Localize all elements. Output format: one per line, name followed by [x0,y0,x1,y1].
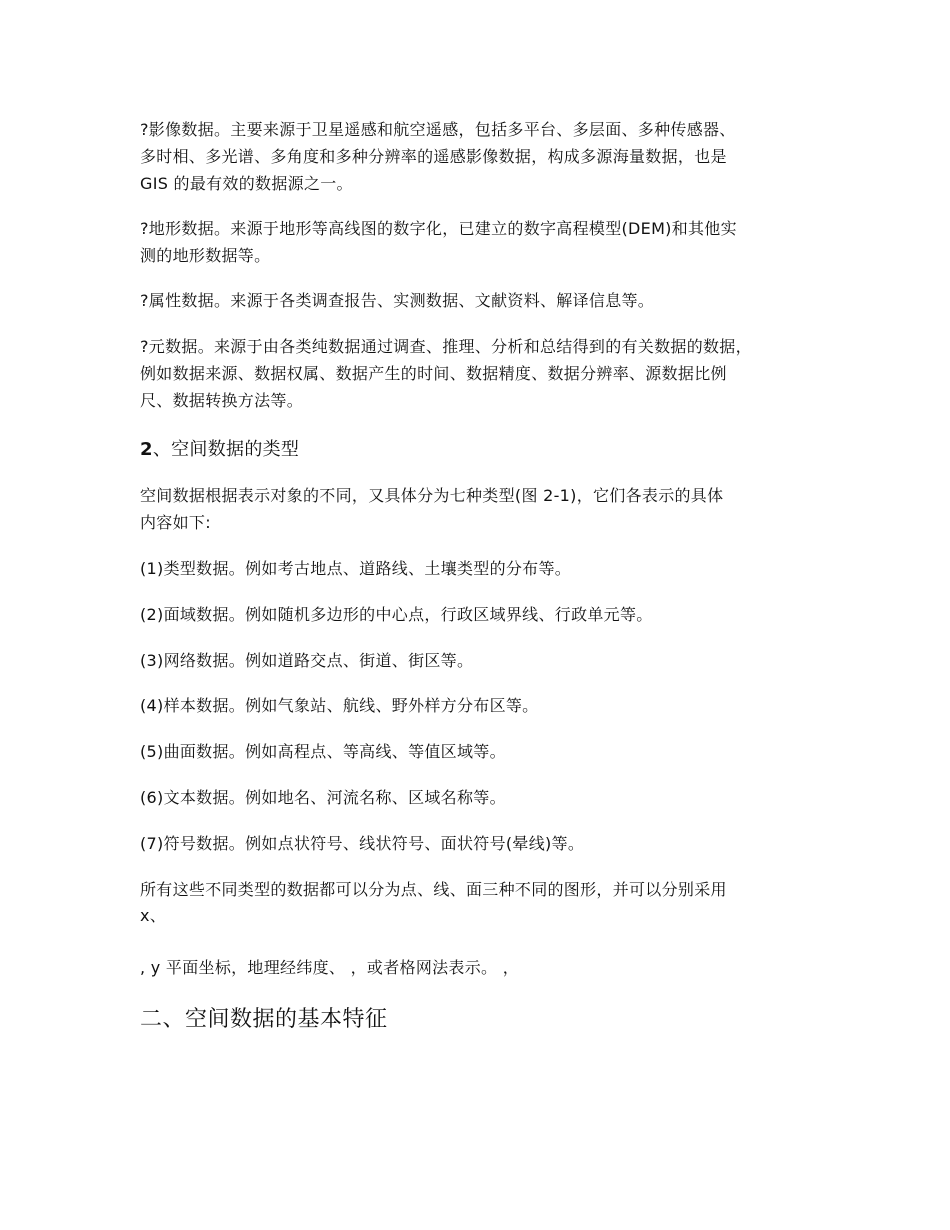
metadata-paragraph-line-1: ?元数据。来源于由各类纯数据通过调查、推理、分析和总结得到的有关数据的数据， [140,337,752,356]
imagery-paragraph-line-2: 多时相、多光谱、多角度和多种分辨率的遥感影像数据，构成多源海量数据，也是 [140,147,727,166]
intro-paragraph-line-2: 内容如下: [140,513,211,532]
type-item-4: (4)样本数据。例如气象站、航线、野外样方分布区等。 [140,696,539,715]
type-item-1: (1)类型数据。例如考古地点、道路线、土壤类型的分布等。 [140,559,572,578]
imagery-paragraph-line-3: GIS 的最有效的数据源之一。 [140,174,353,193]
imagery-paragraph-line-1: ?影像数据。主要来源于卫星遥感和航空遥感，包括多平台、多层面、多种传感器、 [140,120,736,139]
attribute-paragraph: ?属性数据。来源于各类调查报告、实测数据、文献资料、解译信息等。 [140,291,655,310]
chapter-heading: 二、空间数据的基本特征 [140,1007,388,1032]
type-item-7: (7)符号数据。例如点状符号、线状符号、面状符号(晕线)等。 [140,834,585,853]
metadata-paragraph-line-3: 尺、数据转换方法等。 [140,391,304,410]
type-item-5: (5)曲面数据。例如高程点、等高线、等值区域等。 [140,742,506,761]
section-2-heading [140,439,299,461]
summary-paragraph-line-2: x、 [140,906,167,925]
metadata-paragraph-line-2: 例如数据来源、数据权属、数据产生的时间、数据精度、数据分辨率、源数据比例 [140,364,727,383]
type-item-3: (3)网络数据。例如道路交点、街道、街区等。 [140,651,474,670]
section-2-title: 、空间数据的类型 [152,439,300,460]
type-item-6: (6)文本数据。例如地名、河流名称、区域名称等。 [140,788,506,807]
coords-paragraph: , y 平面坐标，地理经纬度、 ，或者格网法表示。 ， [140,958,519,977]
section-2-number: 2 [140,439,153,460]
terrain-paragraph-line-1: ?地形数据。来源于地形等高线图的数字化，已建立的数字高程模型(DEM)和其他实 [140,219,737,238]
terrain-paragraph-line-2: 测的地形数据等。 [140,246,271,265]
type-item-2: (2)面域数据。例如随机多边形的中心点，行政区域界线、行政单元等。 [140,605,653,624]
summary-paragraph-line-1: 所有这些不同类型的数据都可以分为点、线、面三种不同的图形，并可以分别采用 [140,880,727,899]
intro-paragraph-line-1: 空间数据根据表示对象的不同，又具体分为七种类型(图 2-1)，它们各表示的具体 [140,486,724,505]
